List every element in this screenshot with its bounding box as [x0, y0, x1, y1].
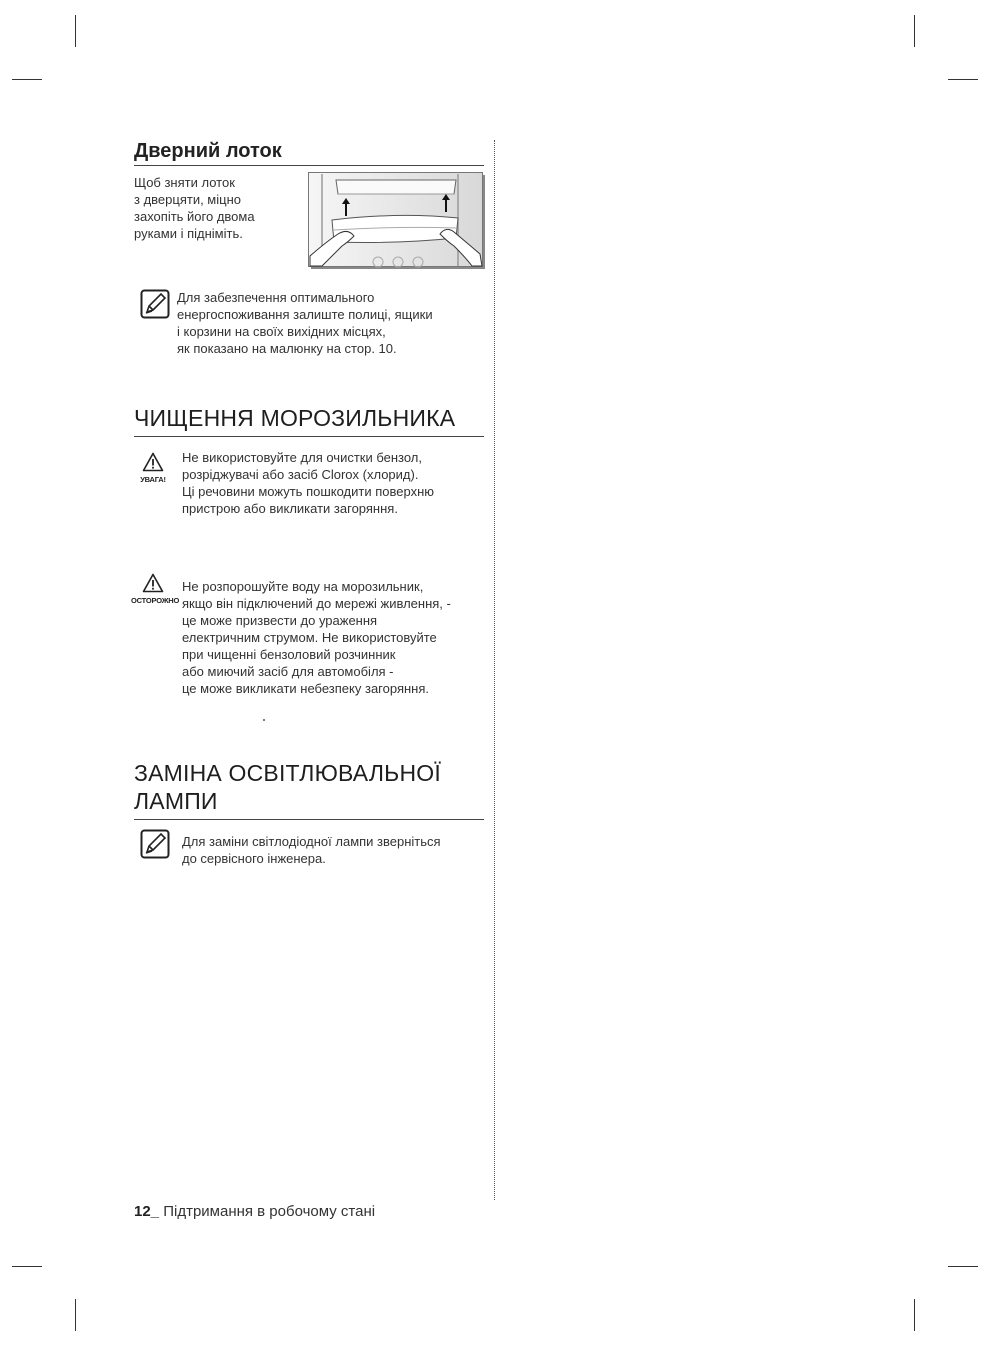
freezer-cleaning-heading: ЧИЩЕННЯ МОРОЗИЛЬНИКА — [134, 404, 484, 437]
crop-mark — [914, 15, 915, 47]
door-tray-illustration — [308, 172, 485, 269]
crop-mark — [948, 1266, 978, 1267]
crop-mark — [948, 79, 978, 80]
door-tray-instructions: Щоб зняти лоток з дверцяти, міцно захопіть його двома руками і підніміть. — [134, 175, 255, 241]
warning-triangle-icon — [142, 452, 164, 472]
door-tray-heading: Дверний лоток — [134, 140, 484, 166]
warning-label: УВАГА! — [140, 475, 166, 484]
caution-text: Не розпорошуйте воду на морозильник, якщо він підключений до мережі живлення, - це може призвести до ураження електричним струмом. Не використовуйте при чищенні бензоловий розчинник або миючий засіб для автомобіля - це може викликати небезпеку загоряння. — [182, 579, 451, 696]
caution-triangle-icon — [142, 573, 164, 593]
crop-mark — [914, 1299, 915, 1331]
crop-mark — [75, 1299, 76, 1331]
crop-mark — [12, 1266, 42, 1267]
column-divider — [494, 140, 495, 1200]
door-tray-note: Для забезпечення оптимального енергоспоживання залиште полиці, ящики і корзини на своїх вихідних місцях, як показано на малюнку на стор. 10. — [177, 290, 433, 356]
warning-icon — [131, 452, 175, 486]
lamp-replacement-heading: ЗАМІНА ОСВІТЛЮВАЛЬНОЇ ЛАМПИ — [134, 759, 484, 820]
caution-label: ОСТОРОЖНО — [131, 596, 180, 605]
crop-mark — [12, 79, 42, 80]
stray-dot — [263, 719, 265, 721]
lamp-note: Для заміни світлодіодної лампи зверніться до сервісного інженера. — [182, 834, 441, 866]
note-icon — [140, 829, 170, 859]
page-footer — [134, 1203, 375, 1220]
page-number: 12_ — [134, 1203, 160, 1220]
crop-mark — [75, 15, 76, 47]
footer-title: Підтримання в робочому стані — [163, 1203, 376, 1220]
caution-icon — [131, 573, 180, 607]
note-icon — [140, 289, 170, 319]
warning-text: Не використовуйте для очистки бензол, розріджувачі або засіб Clorox (хлорид). Ці речовини можуть пошкодити поверхню пристрою або викликати загоряння. — [182, 450, 434, 516]
